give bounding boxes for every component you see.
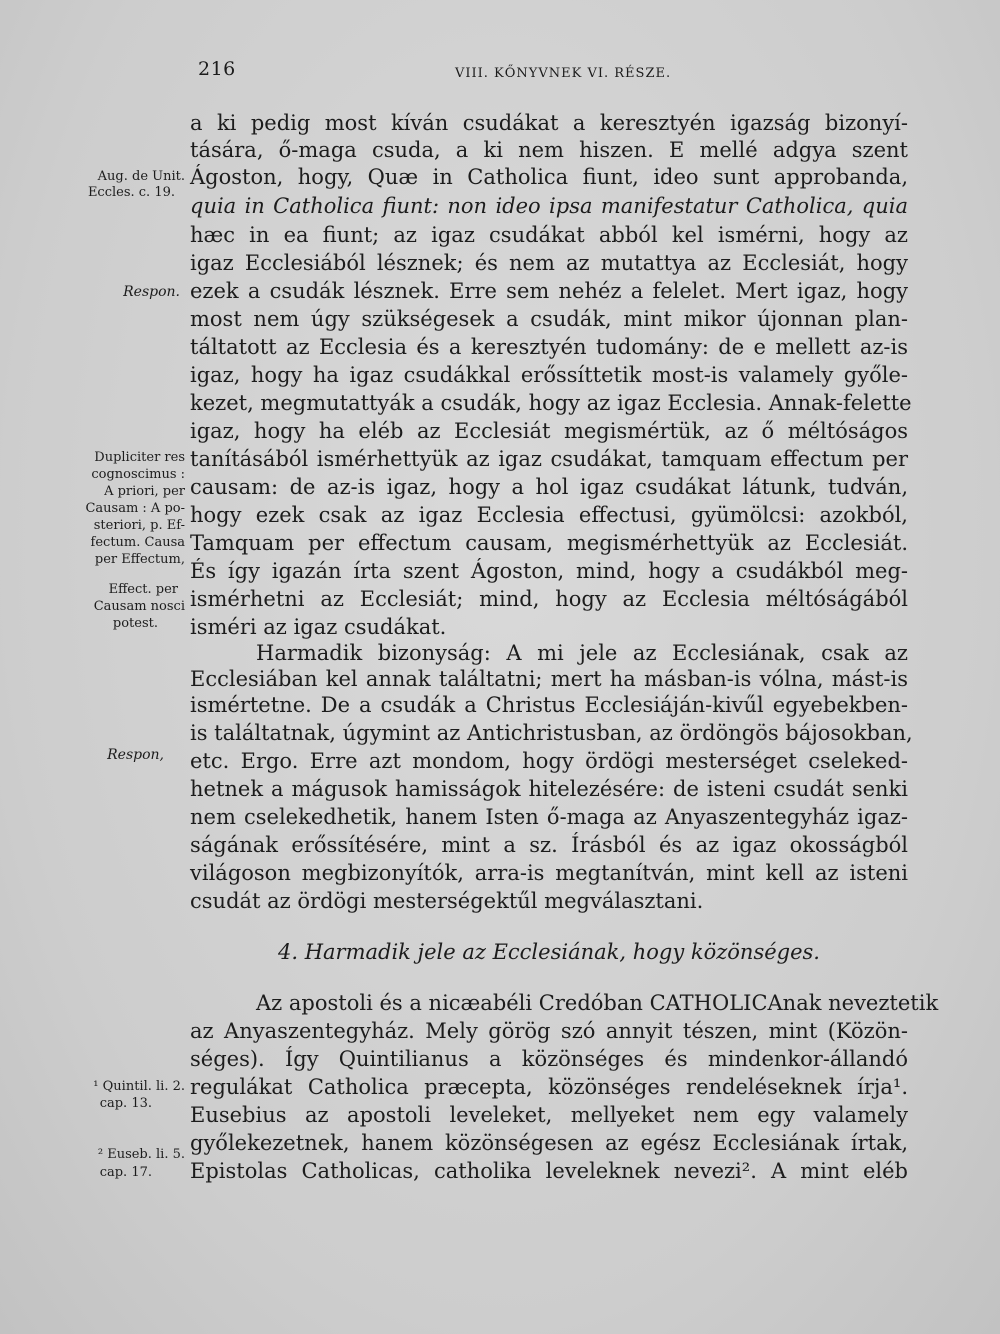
- body-line: Ecclesiában kel annak találtatni; mert ha másban-is vólna, mást-is: [190, 667, 908, 691]
- body-line: És így igazán írta szent Ágoston, mind, hogy a csudákból meg-: [190, 559, 908, 583]
- body-line: világoson megbizonyítók, arra-is megtanítván, mint kell az isteni: [190, 861, 908, 885]
- body-line: igaz Ecclesiából lésznek; és nem az mutattya az Ecclesiát, hogy: [190, 251, 908, 275]
- body-line: csudát az ördögi mesterségektűl megválasztani.: [190, 889, 704, 913]
- body-line: igaz, hogy ha igaz csudákkal erőssíttetik most-is valamely győle-: [190, 363, 908, 387]
- margin-note: Effect. per: [108, 582, 178, 597]
- margin-note: steriori, p. Ef-: [93, 518, 185, 533]
- body-line: quia in Catholica fiunt: non ideo ipsa manifestatur Catholica, quia: [190, 194, 908, 218]
- margin-note: per Effectum,: [94, 552, 185, 567]
- section-line: séges). Így Quintilianus a közönséges és mindenkor-állandó: [190, 1047, 908, 1071]
- section-line: Eusebius az apostoli leveleket, mellyeket nem egy valamely: [190, 1103, 908, 1127]
- margin-note: Causam : A po-: [85, 501, 185, 516]
- body-line: ezek a csudák lésznek. Erre sem nehéz a felelet. Mert igaz, hogy: [190, 279, 908, 303]
- body-line: Ágoston, hogy, Quæ in Catholica fiunt, ideo sunt approbanda,: [190, 165, 908, 189]
- section-line: regulákat Catholica præcepta, közönséges rendeléseknek írja¹.: [190, 1075, 908, 1099]
- body-line: hogy ezek csak az igaz Ecclesia effectusi, gyümölcsi: azokból,: [190, 503, 908, 527]
- footnote-ref: ² Euseb. li. 5.: [97, 1147, 185, 1162]
- margin-note: potest.: [112, 616, 158, 631]
- body-line: táltatott az Ecclesia és a keresztyén tudomány: de e mellett az-is: [190, 335, 908, 359]
- body-line: isméri az igaz csudákat.: [190, 615, 447, 639]
- body-line: is találtatnak, úgymint az Antichristusban, az ördöngös bájosokban,: [190, 721, 913, 745]
- footnote-ref: cap. 17.: [99, 1165, 152, 1180]
- page-number: 216: [198, 58, 236, 80]
- body-line: ismérhetni az Ecclesiát; mind, hogy az Ecclesia méltóságából: [190, 587, 908, 611]
- body-line: igaz, hogy ha eléb az Ecclesiát megismértük, az ő méltóságos: [190, 419, 908, 443]
- section-line: az Anyaszentegyház. Mely görög szó annyit tészen, mint (Közön-: [190, 1019, 908, 1043]
- margin-note: Respon.: [123, 284, 180, 300]
- margin-note: fectum. Causa: [90, 535, 185, 550]
- body-line: ismértetne. De a csudák a Christus Ecclesiáján-kivűl egyebekben-: [190, 693, 908, 717]
- body-line: etc. Ergo. Erre azt mondom, hogy ördögi mesterséget cseleked-: [190, 749, 908, 773]
- margin-note: Respon,: [107, 747, 164, 763]
- margin-note: cognoscimus :: [91, 467, 185, 482]
- body-line: kezet, megmutattyák a csudák, hogy az igaz Ecclesia. Annak-felette: [190, 391, 912, 415]
- body-line: hæc in ea fiunt; az igaz csudákat abból kel ismérni, hogy az: [190, 223, 908, 247]
- body-line: ságának erőssítésére, mint a sz. Írásból és az igaz okosságból: [190, 833, 908, 857]
- body-line: most nem úgy szükségesek a csudák, mint mikor újonnan plan-: [190, 307, 908, 331]
- body-line: tanításából ismérhettyük az igaz csudákat, tamquam effectum per: [190, 447, 908, 471]
- running-head: VIII. KŐNYVNEK VI. RÉSZE.: [455, 66, 672, 81]
- margin-note: Causam nosci: [93, 599, 185, 614]
- body-line: Harmadik bizonyság: A mi jele az Ecclesiának, csak az: [256, 641, 908, 665]
- body-line: Tamquam per effectum causam, megismérhettyük az Ecclesiát.: [190, 531, 908, 555]
- section-line: győlekezetnek, hanem közönségesen az egész Ecclesiának írtak,: [190, 1131, 908, 1155]
- body-line: a ki pedig most kíván csudákat a keresztyén igazság bizonyí-: [190, 111, 908, 135]
- body-line: nem cselekedhetik, hanem Isten ő-maga az Anyaszentegyház igaz-: [190, 805, 908, 829]
- section-line: Az apostoli és a nicæabéli Credóban CATHOLICAnak neveztetik: [256, 991, 939, 1015]
- margin-note: Dupliciter res: [94, 450, 185, 465]
- section-line: Epistolas Catholicas, catholika leveleknek nevezi². A mint eléb: [190, 1159, 908, 1183]
- body-line: hetnek a mágusok hamisságok hitelezésére: de isteni csudát senki: [190, 777, 908, 801]
- footnote-ref: ¹ Quintil. li. 2.: [93, 1079, 185, 1094]
- body-line: causam: de az-is igaz, hogy a hol igaz csudákat látunk, tudván,: [190, 475, 908, 499]
- margin-note: Eccles. c. 19.: [87, 185, 175, 200]
- margin-note: A priori, per: [104, 484, 185, 499]
- footnote-ref: cap. 13.: [99, 1096, 152, 1111]
- margin-note: Aug. de Unit.: [97, 169, 185, 184]
- section-heading: 4. Harmadik jele az Ecclesiának, hogy közönséges.: [277, 940, 820, 964]
- body-line: tására, ő-maga csuda, a ki nem hiszen. E mellé adgya szent: [190, 138, 908, 162]
